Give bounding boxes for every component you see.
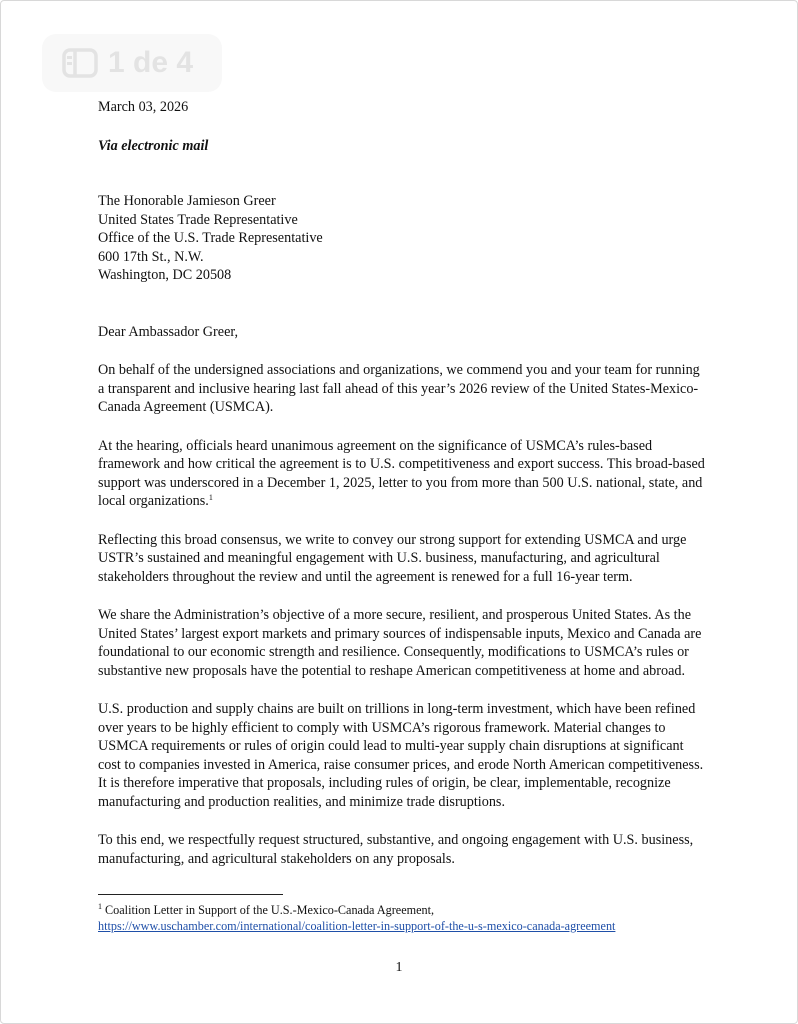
delivery-method: Via electronic mail xyxy=(98,137,209,154)
footnote-marker: 1 xyxy=(98,902,102,911)
footnote xyxy=(98,903,718,934)
paragraph: U.S. production and supply chains are built on trillions in long-term investment, which have been refined over years to be highly efficient to comply with USMCA’s rigorous framework. Material changes to USMCA requirements or rules of origin could lead to multi-year supply chain disruptions at significant cost to companies invested in America, raise consumer prices, and erode North American competitiveness. It is therefore imperative that proposals, including rules of origin, be clear, implementable, recognize manufacturing and production realities, and minimize trade disruptions. xyxy=(98,701,704,810)
paragraph: Reflecting this broad consensus, we write to convey our strong support for extending USMCA and urge USTR’s sustained and meaningful engagement with U.S. business, manufacturing, and agricultural stakeholders throughout the review and until the agreement is renewed for a full 16-year term. xyxy=(98,531,687,585)
recipient-line: Washington, DC 20508 xyxy=(98,267,232,283)
paragraph-text: At the hearing, officials heard unanimous agreement on the significance of USMCA’s rules-based framework and how critical the agreement is to U.S. competitiveness and export success. This broad-based support was underscored in a December 1, 2025, letter to you from more than 500 U.S. national, state, and local organizations. xyxy=(98,437,705,509)
letter-date: March 03, 2026 xyxy=(98,99,189,115)
recipient-line: Office of the U.S. Trade Representative xyxy=(98,230,323,246)
recipient-address xyxy=(98,192,708,285)
footnote-reference[interactable]: 1 xyxy=(208,493,213,502)
paragraph: To this end, we respectfully request structured, substantive, and ongoing engagement with U.S. business, manufacturing, and agricultural stakeholders on any proposals. xyxy=(98,832,694,867)
paragraph: On behalf of the undersigned associations and organizations, we commend you and your team for running a transparent and inclusive hearing last fall ahead of this year’s 2026 review of the United States-Mexico-Canada Agreement (USMCA). xyxy=(98,362,700,415)
footnote-text: Coalition Letter in Support of the U.S.-Mexico-Canada Agreement, xyxy=(105,903,435,917)
footnote-link[interactable]: https://www.uschamber.com/international/coalition-letter-in-support-of-the-u-s-mexico-canada-agreement xyxy=(98,918,616,933)
paragraph xyxy=(98,437,708,511)
recipient-line: United States Trade Representative xyxy=(98,211,298,228)
recipient-line: 600 17th St., N.W. xyxy=(98,248,204,265)
footnote-divider xyxy=(98,894,283,895)
salutation: Dear Ambassador Greer, xyxy=(98,323,239,340)
sidebar-panel-icon[interactable] xyxy=(62,48,98,78)
letter-body xyxy=(98,98,708,888)
page-indicator-text: 1 de 4 xyxy=(108,46,194,79)
paragraph: We share the Administration’s objective of a more secure, resilient, and prosperous United States. As the United States’ largest export markets and primary sources of indispensable inputs, Mexico and Canada are foundational to our economic strength and resilience. Consequently, modifications to USMCA’s rules or substantive new proposals have the potential to reshape American competitiveness at home and abroad. xyxy=(98,607,702,679)
page-indicator-badge[interactable] xyxy=(42,34,222,92)
page-number: 1 xyxy=(395,960,403,975)
recipient-line: The Honorable Jamieson Greer xyxy=(98,193,276,209)
